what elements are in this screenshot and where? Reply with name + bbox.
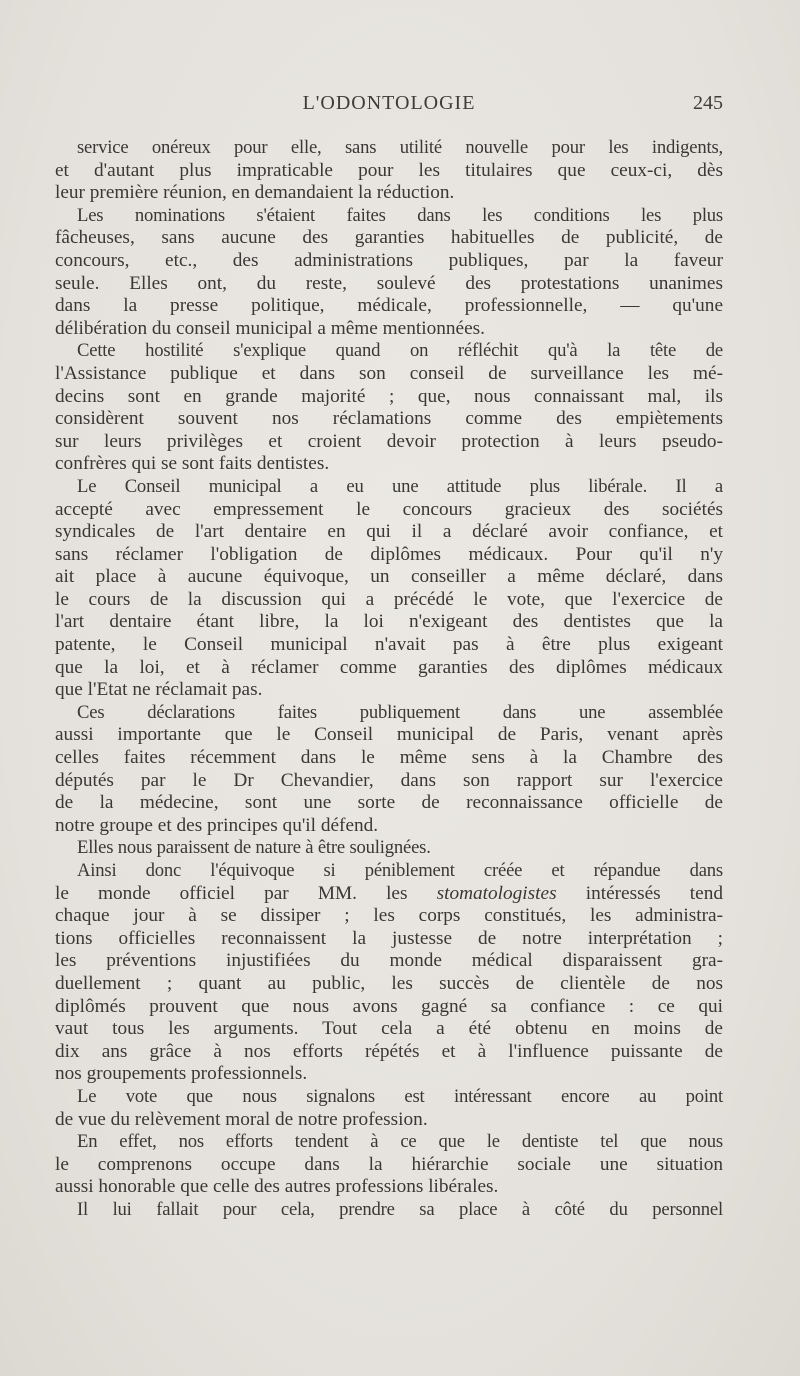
page-number: 245 (693, 92, 723, 114)
paragraph (55, 340, 723, 476)
text-line: l'Assistance publique et dans son conseil de surveillance les mé- (55, 362, 723, 384)
text-line: les préventions injustifiées du monde médical disparaissent gra- (55, 950, 723, 972)
paragraph (55, 702, 723, 838)
text-line: En effet, nos efforts tendent à ce que le dentiste tel que nous (77, 1131, 723, 1153)
text-line: Le vote que nous signalons est intéressant encore au point (77, 1085, 723, 1107)
text-line: aussi importante que le Conseil municipal de Paris, venant après (55, 724, 723, 746)
paragraph (55, 860, 723, 1086)
paragraph (55, 137, 723, 205)
paragraph (55, 1086, 723, 1131)
text-line: Ces déclarations faites publiquement dans une assemblée (77, 701, 723, 723)
text-line: Cette hostilité s'explique quand on réfléchit qu'à la tête de (77, 340, 723, 362)
text-line: aussi honorable que celle des autres professions libérales. (55, 1176, 499, 1198)
text-line: patente, le Conseil municipal n'avait pas à être plus exigeant (55, 634, 723, 656)
text-line: et d'autant plus impraticable pour les titulaires que ceux-ci, dès (55, 159, 723, 181)
text-line: celles faites récemment dans le même sens à la Chambre des (55, 747, 723, 769)
text-line: accepté avec empressement le concours gracieux des sociétés (55, 498, 723, 520)
text-line: fâcheuses, sans aucune des garanties habituelles de publicité, de (55, 227, 723, 249)
paragraph (55, 837, 723, 860)
text-line: Il lui fallait pour cela, prendre sa place à côté du personnel (77, 1198, 723, 1220)
text-line: concours, etc., des administrations publiques, par la faveur (55, 249, 723, 271)
paragraph (55, 1131, 723, 1199)
paragraph (55, 205, 723, 341)
text-line: sur leurs privilèges et croient devoir protection à leurs pseudo- (55, 430, 723, 452)
text-line: que l'Etat ne réclamait pas. (55, 679, 263, 701)
text-line: notre groupe et des principes qu'il défend. (55, 814, 379, 836)
text-line: Le Conseil municipal a eu une attitude plus libérale. Il a (77, 475, 723, 497)
paragraph (55, 476, 723, 702)
paragraph (55, 1199, 723, 1222)
text-line: decins sont en grande majorité ; que, nous connaissant mal, ils (55, 385, 723, 407)
text-line: seule. Elles ont, du reste, soulevé des protestations unanimes (55, 272, 723, 294)
text-line: le monde officiel par MM. les stomatologistes intéressés tend (55, 882, 723, 904)
text-line: service onéreux pour elle, sans utilité nouvelle pour les indigents, (77, 137, 723, 158)
text-line: de vue du relèvement moral de notre profession. (55, 1108, 428, 1130)
running-title: L'ODONTOLOGIE (302, 92, 476, 114)
text-line: vaut tous les arguments. Tout cela a été obtenu en moins de (55, 1018, 723, 1040)
text-line: Les nominations s'étaient faites dans les conditions les plus (77, 204, 723, 226)
text-line: diplômés prouvent que nous avons gagné sa confiance : ce qui (55, 995, 723, 1017)
text-line: dans la presse politique, médicale, professionnelle, — qu'une (55, 295, 723, 317)
text-line: duellement ; quant au public, les succès de clientèle de nos (55, 972, 723, 994)
text-line: Elles nous paraissent de nature à être soulignées. (77, 837, 431, 859)
text-line: le comprenons occupe dans la hiérarchie sociale une situation (55, 1153, 723, 1175)
text-line: confrères qui se sont faits dentistes. (55, 453, 330, 475)
text-line: tions officielles reconnaissent la justesse de notre interprétation ; (55, 927, 723, 949)
text-line: sans réclamer l'obligation de diplômes médicaux. Pour qu'il n'y (55, 543, 723, 565)
text-line: délibération du conseil municipal a même mentionnées. (55, 317, 485, 339)
text-line: Ainsi donc l'équivoque si péniblement créée et répandue dans (77, 860, 723, 881)
text-line: dix ans grâce à nos efforts répétés et à l'influence puissante de (55, 1040, 723, 1062)
text-line: chaque jour à se dissiper ; les corps constitués, les administra- (55, 905, 723, 927)
text-line: considèrent souvent nos réclamations comme des empiètements (55, 408, 723, 430)
text-line: de la médecine, sont une sorte de reconnaissance officielle de (55, 792, 723, 814)
text-line: l'art dentaire étant libre, la loi n'exigeant des dentistes que la (55, 611, 723, 633)
text-line: nos groupements professionnels. (55, 1063, 308, 1085)
text-line: le cours de la discussion qui a précédé le vote, que l'exercice de (55, 588, 723, 610)
page-header (55, 92, 723, 122)
body-text (55, 137, 723, 1222)
text-line: leur première réunion, en demandaient la réduction. (55, 182, 455, 204)
text-line: syndicales de l'art dentaire en qui il a déclaré avoir confiance, et (55, 521, 723, 543)
text-line: députés par le Dr Chevandier, dans son rapport sur l'exercice (55, 769, 723, 791)
text-line: ait place à aucune équivoque, un conseiller a même déclaré, dans (55, 566, 723, 588)
text-line: que la loi, et à réclamer comme garanties des diplômes médicaux (55, 656, 723, 678)
